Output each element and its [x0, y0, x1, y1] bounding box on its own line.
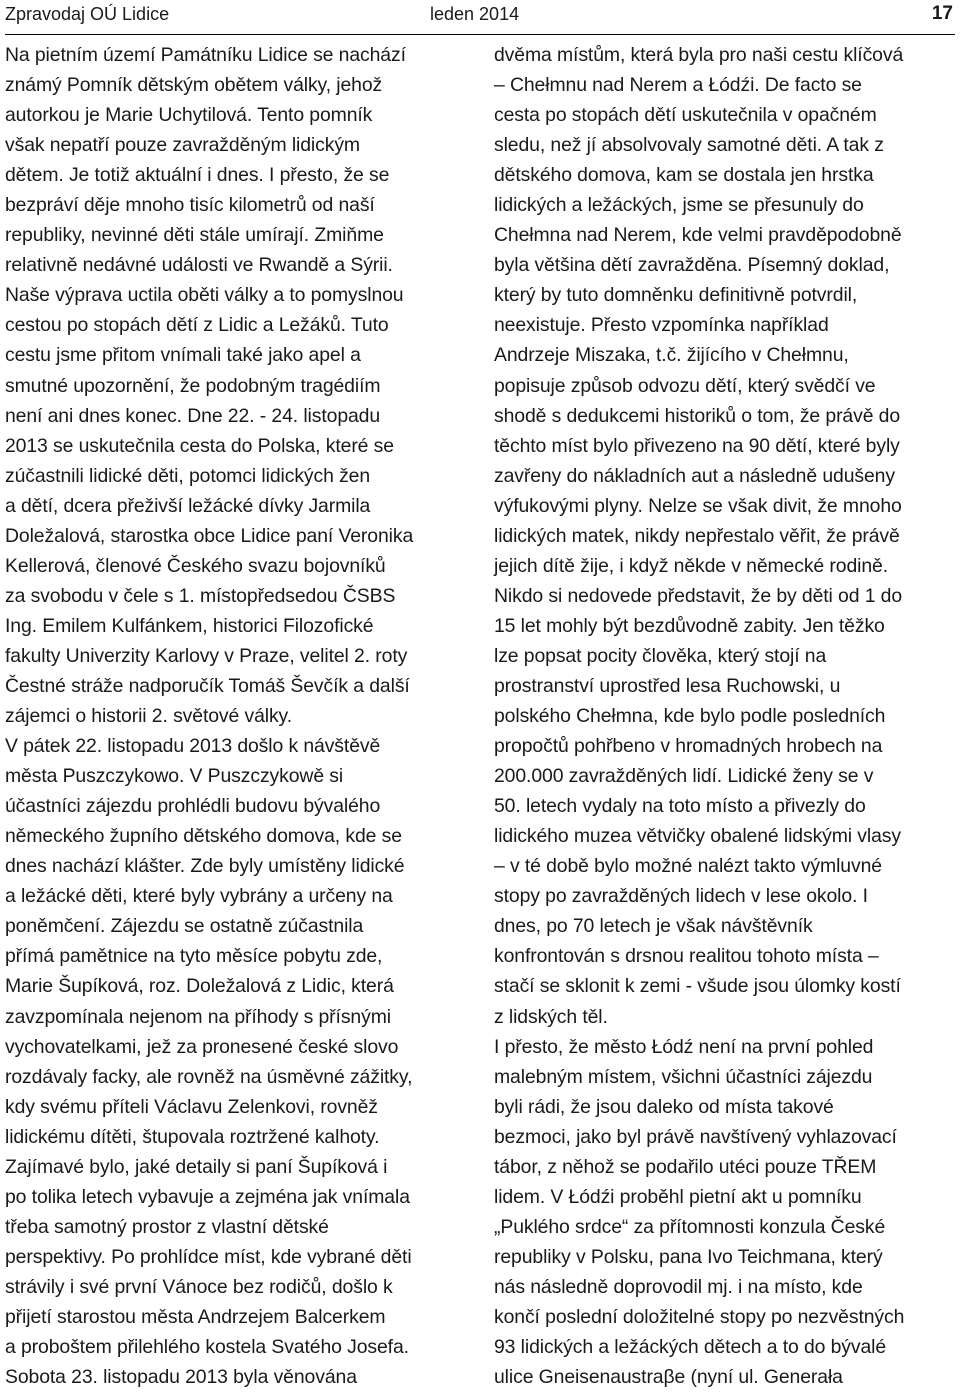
text-line: tábor, z něhož se podařilo utéci pouze TŘEM — [494, 1155, 877, 1178]
text-line: 15 let mohly být bezdůvodně zabity. Jen těžko — [494, 614, 885, 637]
text-line: zavřeny do nákladních aut a následně udušeny — [494, 464, 895, 487]
text-line: konfrontován s drsnou realitou tohoto místa – — [494, 945, 879, 968]
text-line: jejich dítě žije, i když někde v německé rodině. — [494, 554, 888, 577]
text-line: Na pietním území Památníku Lidice se nachází — [5, 44, 406, 66]
text-line: shodě s dedukcemi historiků o tom, že právě do — [494, 404, 901, 427]
text-line: vychovatelkami, jež za pronesené české slovo — [5, 1035, 399, 1058]
issue-date: leden 2014 — [430, 4, 520, 24]
text-line: rozdávaly facky, ale rovněž na úsměvné zážitky, — [5, 1065, 413, 1088]
text-line: zúčastnili lidické děti, potomci lidických žen — [5, 464, 371, 487]
text-line: byla většina dětí zavražděna. Písemný doklad, — [494, 254, 890, 277]
text-line: stačí se sklonit k zemi - všude jsou úlomky kostí — [494, 975, 901, 998]
text-line: Zajímavé bylo, jaké detaily si paní Šupíková i — [5, 1155, 388, 1178]
text-line: sledu, než jí absolvovaly samotné děti. A tak z — [494, 134, 884, 157]
text-line: 200.000 zavražděných lidí. Lidické ženy se v — [494, 765, 874, 788]
page-header — [5, 0, 955, 35]
text-line: Kellerová, členové Českého svazu bojovníků — [5, 554, 386, 577]
text-line: stopy po zavražděných lidech v lese okolo. I — [494, 885, 868, 908]
text-line: Doležalová, starostka obce Lidice paní Veronika — [5, 524, 414, 547]
text-line: za svobodu v čele s 1. místopředsedou ČSBS — [5, 584, 396, 607]
text-line: V pátek 22. listopadu 2013 došlo k návštěvě — [5, 735, 381, 758]
text-line: známý Pomník dětským obětem války, jehož — [5, 74, 383, 97]
text-line: německého župního dětského domova, kde se — [5, 825, 402, 848]
text-line: ulice Gneisenaustraβe (nyní ul. Generała — [494, 1366, 843, 1389]
text-line: perspektivy. Po prohlídce míst, kde vybrané děti — [5, 1245, 412, 1268]
text-line: poněmčení. Zájezdu se ostatně zúčastnila — [5, 915, 364, 938]
text-line: dnes, po 70 letech je však návštěvník — [494, 915, 813, 938]
text-line: – Chełmnu nad Nerem a Łódźi. De facto se — [494, 74, 862, 97]
text-line: těchto míst bylo přivezeno na 90 dětí, které byly — [494, 434, 900, 457]
text-line: dnes nachází klášter. Zde byly umístěny lidické — [5, 855, 405, 878]
text-line: Čestné stráže nadporučík Tomáš Ševčík a další — [5, 674, 410, 697]
text-line: smutné upozornění, že podobným tragédiím — [5, 374, 381, 397]
text-line: lidickému dítěti, štupovala roztržené kalhoty. — [5, 1125, 380, 1148]
text-line: města Puszczykowo. V Puszczykowě si — [5, 765, 344, 788]
text-line: relativně nedávné události ve Rwandě a Sýrii. — [5, 254, 393, 277]
text-line: přímá pamětnice na tyto měsíce pobytu zde, — [5, 945, 383, 968]
text-line: 50. letech vydaly na toto místo a přivezly do — [494, 795, 866, 818]
text-line: výfukovými plyny. Nelze se však divit, že mnoho — [494, 494, 902, 517]
text-line: popisuje způsob odvozu dětí, který svědčí ve — [494, 374, 876, 397]
text-line: třeba samotný prostor z vlastní dětské — [5, 1215, 329, 1238]
text-line: propočtů pohřbeno v hromadných hrobech na — [494, 735, 883, 758]
text-line: cestu jsme přitom vnímali také jako apel a — [5, 344, 361, 367]
text-line: Sobota 23. listopadu 2013 byla věnována — [5, 1366, 357, 1389]
text-line: Marie Šupíková, roz. Doležalová z Lidic, která — [5, 975, 394, 998]
text-line: 2013 se uskutečnila cesta do Polska, které se — [5, 434, 394, 457]
text-line: bezmoci, jako byl právě navštívený vyhlazovací — [494, 1125, 897, 1148]
text-line: účastníci zájezdu prohlédli budovu bývalého — [5, 795, 381, 818]
text-line: strávily i své první Vánoce bez rodičů, došlo k — [5, 1275, 393, 1298]
text-line: „Puklého srdce“ za přítomnosti konzula České — [494, 1215, 886, 1238]
text-line: dvěma místům, která byla pro naši cestu klíčová — [494, 44, 904, 66]
left-text-column — [5, 40, 467, 1392]
text-line: a dětí, dcera přeživší ležácké dívky Jarmila — [5, 494, 371, 517]
text-line: kdy svému příteli Václavu Zelenkovi, rovněž — [5, 1095, 378, 1118]
text-line: byli rádi, že jsou daleko od místa takové — [494, 1095, 834, 1118]
text-line: po tolika letech vybavuje a zejména jak vnímala — [5, 1185, 410, 1208]
text-line: z lidských těl. — [494, 1005, 608, 1028]
text-line: Ing. Emilem Kulfánkem, historici Filozofické — [5, 614, 374, 637]
text-line: I přesto, že město Łódź není na první pohled — [494, 1035, 874, 1058]
text-line: lidem. V Łódźi proběhl pietní akt u pomníku — [494, 1185, 862, 1208]
text-line: lidických matek, nikdy nepřestalo věřit, že právě — [494, 524, 900, 547]
text-line: Nikdo si nedovede představit, že by děti od 1 do — [494, 584, 903, 607]
text-line: lidických a ležáckých, jsme se přesunuly do — [494, 194, 864, 217]
right-text-column — [494, 40, 956, 1392]
text-line: autorkou je Marie Uchytilová. Tento pomník — [5, 104, 373, 127]
text-line: není ani dnes konec. Dne 22. - 24. listopadu — [5, 404, 381, 427]
text-line: bezpráví děje mnoho tisíc kilometrů od naší — [5, 194, 375, 217]
text-line: Andrzeje Miszaka, t.č. žijícího v Chełmnu, — [494, 344, 849, 367]
text-line: fakulty Univerzity Karlovy v Praze, velitel 2. roty — [5, 644, 408, 667]
text-line: lidického muzea větvičky obalené lidskými vlasy — [494, 825, 901, 848]
text-line: nás následně doprovodil mj. i na místo, kde — [494, 1275, 863, 1298]
text-line: cesta po stopách dětí uskutečnila v opačném — [494, 104, 877, 127]
publication-title: Zpravodaj OÚ Lidice — [5, 4, 170, 24]
text-line: polského Chełmna, kde bylo podle posledních — [494, 705, 886, 728]
text-line: zavzpomínala nejenom na příhody s přísnými — [5, 1005, 391, 1028]
text-line: cestou po stopách dětí z Lidic a Ležáků. Tuto — [5, 314, 389, 337]
text-line: republiky v Polsku, pana Ivo Teichmana, který — [494, 1245, 883, 1268]
text-line: malebným místem, všichni účastníci zájezdu — [494, 1065, 873, 1088]
text-line: a ležácké děti, které byly vybrány a určeny na — [5, 885, 393, 908]
text-line: Chełmna nad Nerem, kde velmi pravděpodobně — [494, 224, 902, 247]
text-line: který by tuto domněnku definitivně potvrdil, — [494, 284, 858, 307]
text-line: však nepatří pouze zavražděným lidickým — [5, 134, 360, 157]
text-line: dětského domova, kam se dostala jen hrstka — [494, 164, 874, 187]
text-line: prostranství uprostřed lesa Ruchowski, u — [494, 674, 841, 697]
text-line: lze popsat pocity člověka, který stojí na — [494, 644, 827, 667]
text-line: končí poslední doložitelné stopy po nezvěstných — [494, 1305, 905, 1328]
text-line: neexistuje. Přesto vzpomínka například — [494, 314, 829, 337]
text-line: přijetí starostou města Andrzejem Balcerkem — [5, 1305, 386, 1328]
text-line: 93 lidických a ležáckých dětech a to do bývalé — [494, 1336, 887, 1359]
text-line: Naše výprava uctila oběti války a to pomyslnou — [5, 284, 404, 307]
text-line: dětem. Je totiž aktuální i dnes. I přesto, že se — [5, 164, 390, 187]
text-line: republiky, nevinné děti stále umírají. Zmiňme — [5, 224, 384, 247]
text-line: – v té době bylo možné nalézt takto výmluvné — [494, 855, 882, 878]
page-number: 17 — [931, 3, 953, 24]
text-line: a proboštem přilehlého kostela Svatého Josefa. — [5, 1336, 409, 1359]
text-line: zájemci o historii 2. světové války. — [5, 705, 293, 728]
